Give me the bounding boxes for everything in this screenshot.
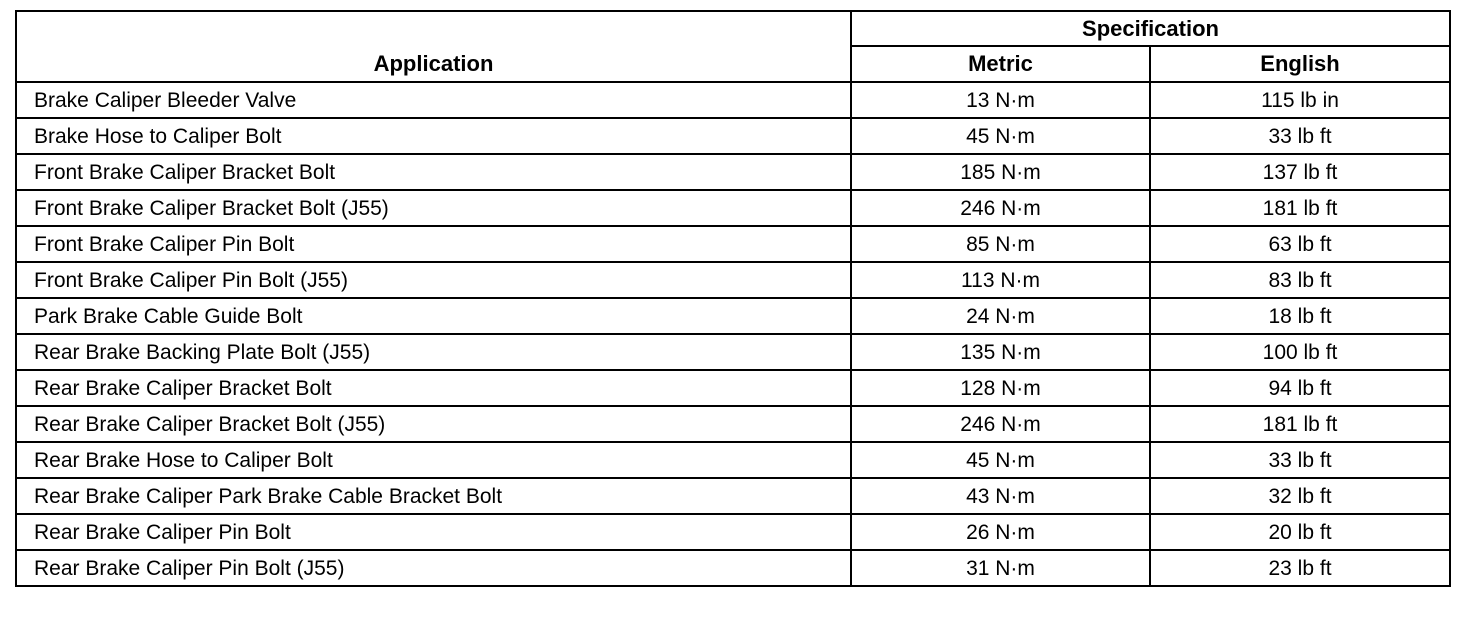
english-cell: 23 lb ft: [1150, 550, 1450, 586]
table-header: [16, 11, 1450, 82]
torque-specifications-table: [15, 10, 1451, 587]
metric-cell: 31 N·m: [851, 550, 1150, 586]
table-row: [16, 298, 1450, 334]
english-cell: 181 lb ft: [1150, 406, 1450, 442]
application-cell: Rear Brake Caliper Bracket Bolt: [16, 370, 851, 406]
english-cell: 63 lb ft: [1150, 226, 1450, 262]
table-row: [16, 118, 1450, 154]
table-row: [16, 514, 1450, 550]
metric-cell: 85 N·m: [851, 226, 1150, 262]
header-row-top: [16, 11, 1450, 46]
table-body: [16, 82, 1450, 586]
metric-cell: 246 N·m: [851, 190, 1150, 226]
table-row: [16, 82, 1450, 118]
table-row: [16, 406, 1450, 442]
metric-cell: 113 N·m: [851, 262, 1150, 298]
english-cell: 18 lb ft: [1150, 298, 1450, 334]
application-cell: Rear Brake Caliper Bracket Bolt (J55): [16, 406, 851, 442]
metric-cell: 43 N·m: [851, 478, 1150, 514]
table-row: [16, 550, 1450, 586]
english-column-header: English: [1150, 46, 1450, 82]
english-cell: 20 lb ft: [1150, 514, 1450, 550]
application-cell: Front Brake Caliper Pin Bolt: [16, 226, 851, 262]
table-row: [16, 478, 1450, 514]
application-cell: Front Brake Caliper Bracket Bolt (J55): [16, 190, 851, 226]
table-row: [16, 442, 1450, 478]
english-cell: 32 lb ft: [1150, 478, 1450, 514]
english-cell: 83 lb ft: [1150, 262, 1450, 298]
metric-cell: 24 N·m: [851, 298, 1150, 334]
metric-cell: 135 N·m: [851, 334, 1150, 370]
table-row: [16, 370, 1450, 406]
application-cell: Rear Brake Hose to Caliper Bolt: [16, 442, 851, 478]
english-cell: 33 lb ft: [1150, 118, 1450, 154]
application-cell: Front Brake Caliper Bracket Bolt: [16, 154, 851, 190]
application-cell: Rear Brake Caliper Park Brake Cable Bracket Bolt: [16, 478, 851, 514]
application-cell: Rear Brake Backing Plate Bolt (J55): [16, 334, 851, 370]
metric-cell: 246 N·m: [851, 406, 1150, 442]
english-cell: 137 lb ft: [1150, 154, 1450, 190]
english-cell: 33 lb ft: [1150, 442, 1450, 478]
english-cell: 115 lb in: [1150, 82, 1450, 118]
application-cell: Rear Brake Caliper Pin Bolt: [16, 514, 851, 550]
application-column-header: Application: [16, 11, 851, 82]
application-cell: Brake Hose to Caliper Bolt: [16, 118, 851, 154]
specification-group-header: Specification: [851, 11, 1450, 46]
english-cell: 94 lb ft: [1150, 370, 1450, 406]
english-cell: 181 lb ft: [1150, 190, 1450, 226]
metric-cell: 45 N·m: [851, 442, 1150, 478]
metric-cell: 13 N·m: [851, 82, 1150, 118]
metric-cell: 185 N·m: [851, 154, 1150, 190]
english-cell: 100 lb ft: [1150, 334, 1450, 370]
metric-cell: 128 N·m: [851, 370, 1150, 406]
table-row: [16, 334, 1450, 370]
metric-cell: 26 N·m: [851, 514, 1150, 550]
application-cell: Park Brake Cable Guide Bolt: [16, 298, 851, 334]
metric-cell: 45 N·m: [851, 118, 1150, 154]
metric-column-header: Metric: [851, 46, 1150, 82]
application-cell: Brake Caliper Bleeder Valve: [16, 82, 851, 118]
application-cell: Front Brake Caliper Pin Bolt (J55): [16, 262, 851, 298]
table-row: [16, 154, 1450, 190]
application-cell: Rear Brake Caliper Pin Bolt (J55): [16, 550, 851, 586]
table-row: [16, 190, 1450, 226]
table-row: [16, 226, 1450, 262]
table-row: [16, 262, 1450, 298]
